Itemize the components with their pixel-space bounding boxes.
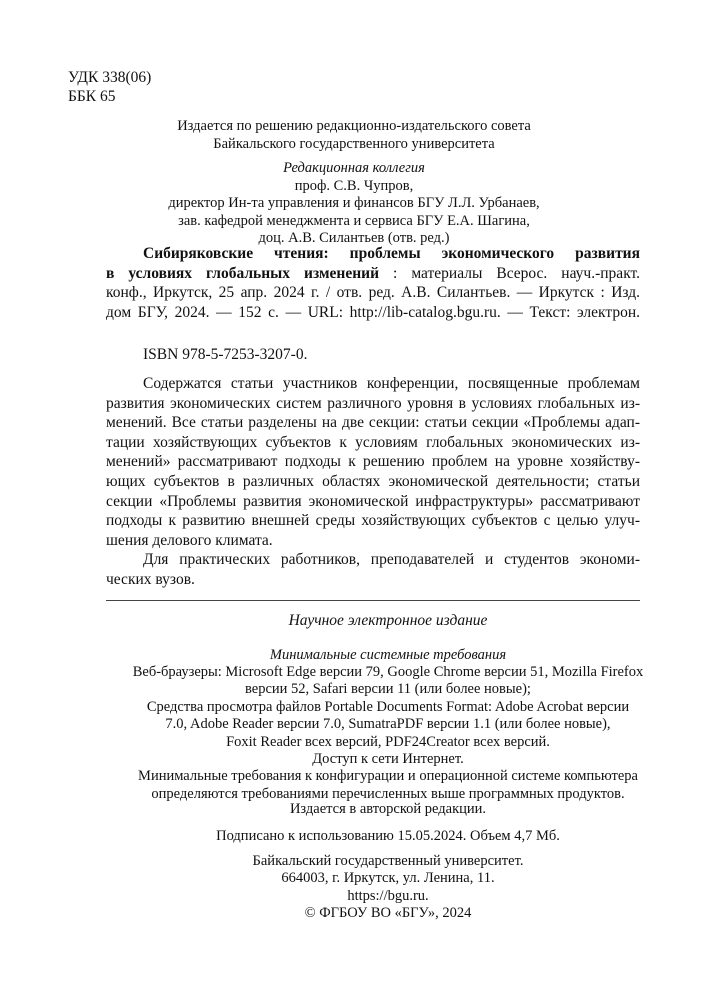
publishing-council-note [68,118,640,153]
system-requirements [68,664,707,803]
abstract [106,374,640,590]
system-requirements-title: Минимальные системные требования [269,647,507,663]
abstract-line: секции «Проблемы развития экономической инфраструктуры» рассматривают [106,492,640,510]
requirement-line: определяются требованиями перечисленных выше программных продуктов. [151,785,625,802]
bbk-code: ББК 65 [68,88,116,105]
editorial-board [68,160,640,248]
requirement-line: Веб-браузеры: Microsoft Edge версии 79, Google Chrome версии 51, Mozilla Firefox [132,664,644,680]
board-member: проф. С.В. Чупров, [294,177,414,194]
abstract-line: шения делового климата. [106,531,273,549]
abstract-line: подходы к развитию внешней среды хозяйствующих субъектов с целью улуч- [106,512,640,530]
requirement-line: Средства просмотра файлов Portable Documents Format: Adobe Acrobat версии [146,698,630,715]
isbn: ISBN 978-5-7253-3207-0. [143,346,308,363]
author-edition-note: Издается в авторской редакции. [289,801,487,817]
board-member: директор Ин-та управления и финансов БГУ Л.Л. Урбанаев, [168,195,540,212]
publisher-line: https://bgu.ru. [347,887,429,904]
board-title: Редакционная коллегия [283,160,425,176]
section-divider [106,600,640,601]
edition-type: Научное электронное издание [288,612,488,629]
signed-for-use: Подписано к использованию 15.05.2024. Объем 4,7 Мб. [216,828,560,844]
udk-code: УДК 338(06) [68,69,152,86]
abstract-line: тации хозяйствующих субъектов к условиям глобальных экономических из- [106,433,640,451]
abstract-line: менений» рассматривают подходы к решению проблем на уровне хозяйству- [106,453,640,471]
abstract-line: Содержатся статьи участников конференции, посвященные проблемам [143,375,640,392]
record-line: конф., Иркутск, 25 апр. 2024 г. / отв. ред. А.В. Силантьев. — Иркутск : Изд. [106,284,640,302]
audience-line: ческих вузов. [106,570,195,588]
council-line: Издается по решению редакционно-издательского совета [177,118,531,134]
record-line: дом БГУ, 2024. — 152 с. — URL: http://lib-catalog.bgu.ru. — Текст: электрон. [106,303,640,321]
record-title: Сибиряковские чтения: проблемы экономического развития [143,245,640,262]
council-line: Байкальского государственного университета [213,135,495,152]
classification-codes [68,68,151,106]
record-title-rest: : материалы Всерос. науч.-практ. [379,264,640,282]
publisher-line: Байкальский государственный университет. [252,853,524,869]
board-member: зав. кафедрой менеджмента и сервиса БГУ Е.А. Шагина, [178,212,530,229]
audience-line: Для практических работников, преподавателей и студентов экономи- [143,551,640,569]
publisher-line: 664003, г. Иркутск, ул. Ленина, 11. [281,870,495,887]
bibliographic-record [106,244,640,322]
abstract-line: ющих субъектов в различных областях экономической деятельности; статьи [106,472,640,490]
requirement-line: версии 52, Safari версии 11 (или более новые); [245,681,531,698]
requirement-line: Доступ к сети Интернет. [312,751,464,768]
abstract-line: развития экономических систем различного уровня в условиях глобальных из- [106,394,640,412]
record-title-cont: в условиях глобальных изменений [106,264,380,282]
requirement-line: Минимальные требования к конфигурации и операционной системе компьютера [138,768,638,785]
publisher-info [68,853,707,923]
board-member: доц. А.В. Силантьев (отв. ред.) [258,230,450,247]
requirement-line: 7.0, Adobe Reader версии 7.0, SumatraPDF версии 1.1 (или более новые), [165,716,611,733]
requirement-line: Foxit Reader всех версий, PDF24Creator всех версий. [226,733,550,750]
copyright-line: © ФГБОУ ВО «БГУ», 2024 [304,905,472,922]
abstract-line: менений. Все статьи разделены на две секции: статьи секции «Проблемы адап- [106,414,640,432]
